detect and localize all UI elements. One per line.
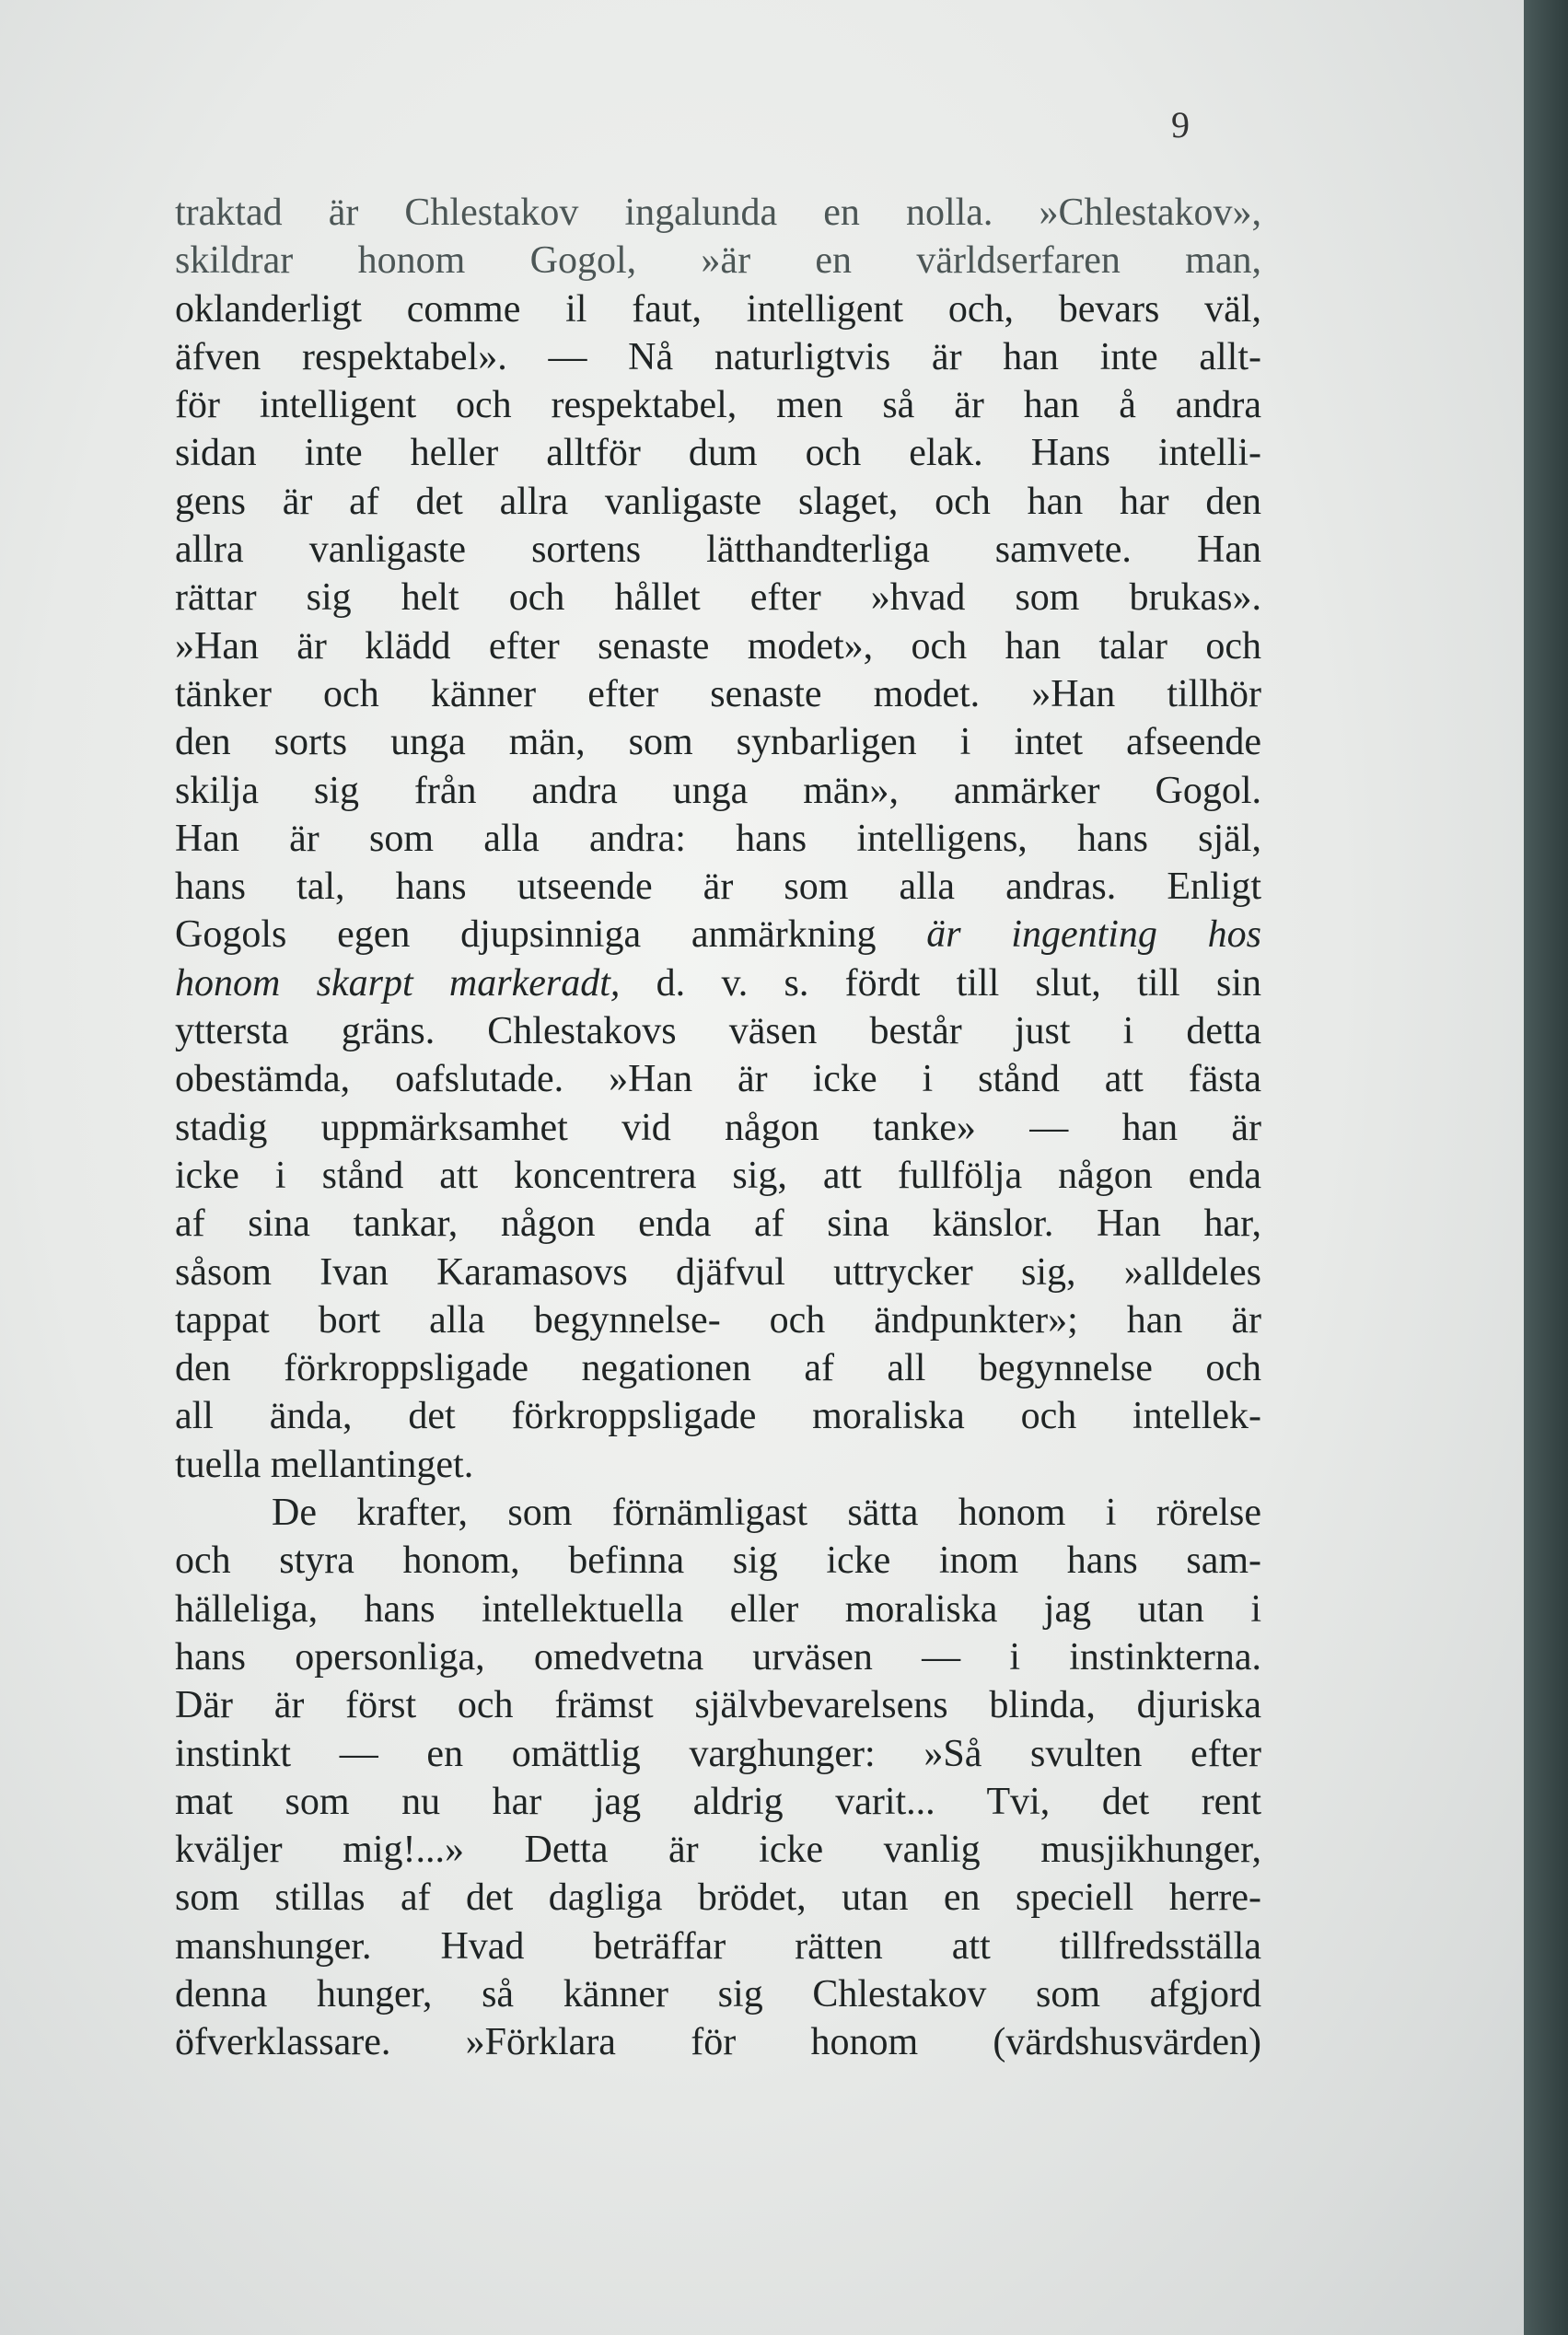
text-line: Där är först och främst självbevarelsens blinda, djuriska — [175, 1684, 1261, 1727]
book-edge-shadow — [1524, 0, 1568, 2335]
text-line-with-italic — [175, 959, 1261, 1007]
text-line: den förkroppsligade negationen af all begynnelse och — [175, 1347, 1261, 1390]
text-line: allra vanligaste sortens lätthandterliga samvete. Han — [175, 529, 1261, 572]
text-line: skilja sig från andra unga män», anmärker Gogol. — [175, 769, 1261, 812]
text-line: äfven respektabel». — Nå naturligtvis är han inte allt- — [175, 335, 1261, 378]
text-line: traktad är Chlestakov ingalunda en nolla. »Chlestakov», — [175, 192, 1261, 234]
text-line: den sorts unga män, som synbarligen i intet afseende — [175, 721, 1261, 764]
italic-fragment: honom skarpt markeradt, — [175, 961, 621, 1005]
text-line: för intelligent och respektabel, men så är han å andra — [175, 384, 1261, 427]
text-line: manshunger. Hvad beträffar rätten att tillfredsställa — [175, 1924, 1261, 1968]
text-line: stadig uppmärksamhet vid någon tanke» — han är — [175, 1106, 1261, 1149]
paragraph-first-line: De krafter, som förnämligast sätta honom i rörelse — [272, 1492, 1261, 1535]
text-line: af sina tankar, någon enda af sina känslor. Han har, — [175, 1202, 1261, 1246]
text-line: rättar sig helt och hållet efter »hvad som brukas». — [175, 576, 1261, 620]
paragraph-last-line: tuella mellantinget. — [175, 1443, 474, 1486]
text-fragment: Gogols egen djupsinniga anmärkning — [175, 913, 927, 957]
italic-fragment: är ingenting hos — [926, 913, 1261, 957]
text-line: hans tal, hans utseende är som alla andras. Enligt — [175, 865, 1261, 909]
text-line: denna hunger, så känner sig Chlestakov som afgjord — [175, 1972, 1261, 2016]
text-line: hälleliga, hans intellektuella eller moraliska jag utan i — [175, 1587, 1261, 1631]
text-line: »Han är klädd efter senaste modet», och han talar och — [175, 624, 1261, 668]
text-line-with-italic — [175, 911, 1261, 958]
text-line: hans opersonliga, omedvetna urväsen — i instinkterna. — [175, 1635, 1261, 1679]
body-text — [175, 189, 1261, 2067]
text-fragment: d. v. s. fördt till slut, till sin — [620, 961, 1261, 1005]
text-line: yttersta gräns. Chlestakovs väsen består just i detta — [175, 1010, 1261, 1053]
text-line: tänker och känner efter senaste modet. »Han tillhör — [175, 672, 1261, 715]
text-line: icke i stånd att koncentrera sig, att fullfölja någon enda — [175, 1154, 1261, 1197]
text-line: öfverklassare. »Förklara för honom (värdshusvärden) — [175, 2021, 1261, 2064]
text-line: oklanderligt comme il faut, intelligent och, bevars väl, — [175, 287, 1261, 331]
page-number: 9 — [1171, 104, 1190, 145]
text-line: tappat bort alla begynnelse- och ändpunkter»; han är — [175, 1298, 1261, 1342]
text-line: mat som nu har jag aldrig varit... Tvi, det rent — [175, 1780, 1261, 1823]
text-line: kväljer mig!...» Detta är icke vanlig musjikhunger, — [175, 1829, 1261, 1872]
text-line: såsom Ivan Karamasovs djäfvul uttrycker sig, »alldeles — [175, 1250, 1261, 1294]
text-line: sidan inte heller alltför dum och elak. Hans intelli- — [175, 432, 1261, 475]
text-line: och styra honom, befinna sig icke inom hans sam- — [175, 1539, 1261, 1583]
text-line: Han är som alla andra: hans intelligens, hans själ, — [175, 817, 1261, 860]
text-line: gens är af det allra vanligaste slaget, och han har den — [175, 480, 1261, 523]
text-line: som stillas af det dagliga brödet, utan en speciell herre- — [175, 1876, 1261, 1920]
text-line: skildrar honom Gogol, »är en världserfaren man, — [175, 239, 1261, 283]
text-line: obestämda, oafslutade. »Han är icke i stånd att fästa — [175, 1058, 1261, 1101]
text-line: instinkt — en omättlig varghunger: »Så svulten efter — [175, 1732, 1261, 1775]
text-line: all ända, det förkroppsligade moraliska och intellek- — [175, 1395, 1261, 1438]
